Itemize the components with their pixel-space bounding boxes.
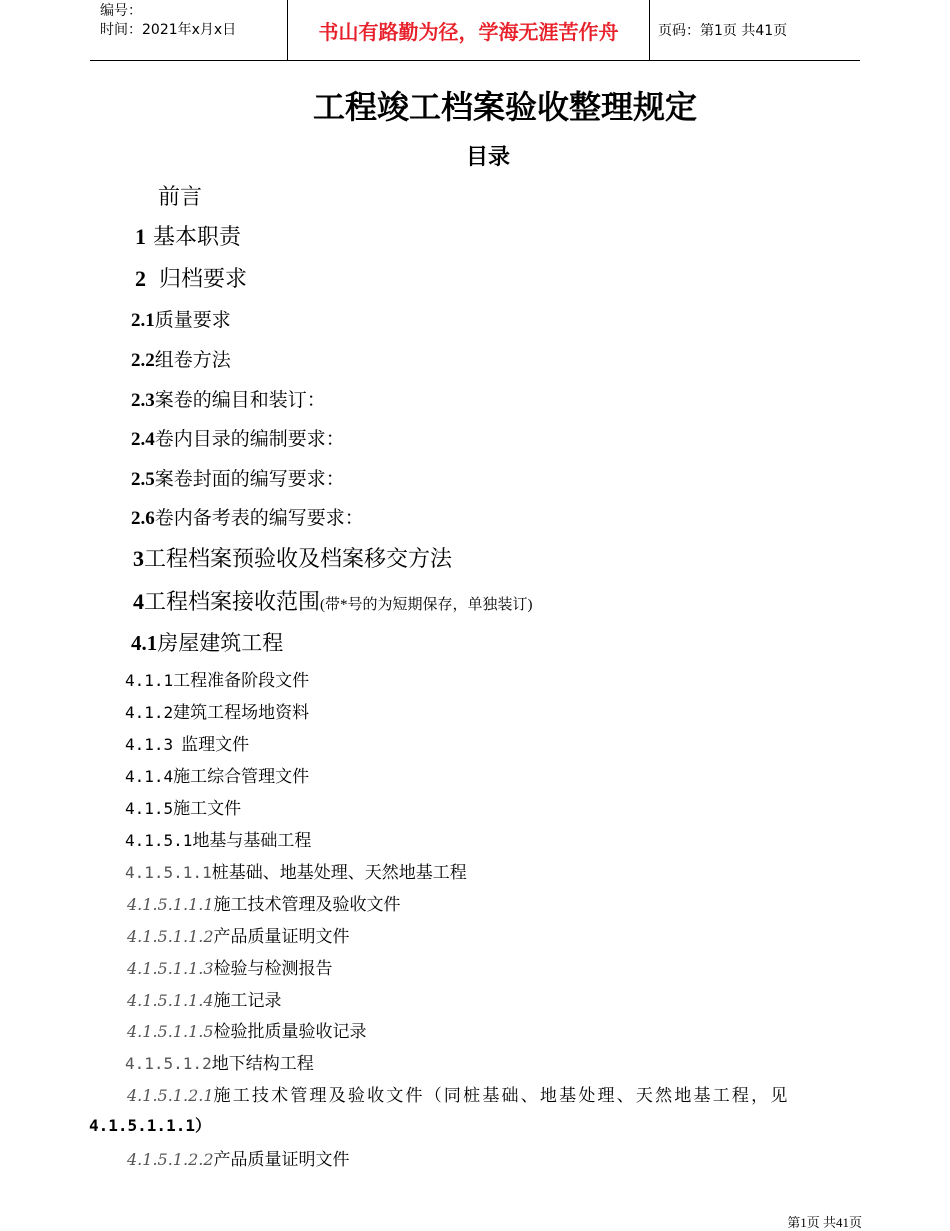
- toc-item-1[interactable]: [135, 220, 241, 251]
- page-header: [90, 0, 860, 61]
- toc-item-label: 施工综合管理文件: [173, 767, 310, 787]
- toc-item-label: 产品质量证明文件: [213, 927, 350, 947]
- toc-item-4-1-5-1-2-2[interactable]: [127, 1145, 350, 1170]
- toc-item-note: (带*号的为短期保存，单独装订): [320, 597, 533, 613]
- toc-item-number: 2.1: [131, 310, 155, 331]
- toc-item-number: 4.1.5.1.1.4: [127, 991, 214, 1010]
- toc-item-number: 2: [135, 266, 146, 291]
- toc-item-2-4[interactable]: [131, 424, 345, 451]
- toc-item-number: 4.1.5: [125, 799, 174, 818]
- toc-item-number: 4.1.2: [125, 703, 174, 722]
- toc-item-2-2[interactable]: [131, 345, 231, 372]
- toc-item-2[interactable]: [135, 262, 247, 293]
- toc-item-number: 4.1.5.1.1.2: [127, 927, 214, 946]
- toc-item-label: 质量要求: [154, 309, 231, 331]
- toc-item-label: 工程档案接收范围: [144, 590, 321, 615]
- toc-item-label: 案卷封面的编写要求：: [154, 468, 345, 490]
- toc-item-4-1-5-1-1-1[interactable]: [127, 890, 401, 915]
- toc-item-2-3[interactable]: [131, 385, 326, 412]
- toc-item-4-1-2[interactable]: [125, 698, 309, 723]
- toc-item-label: 工程档案预验收及档案移交方法: [144, 547, 453, 572]
- toc-item-label: 检验批质量验收记录: [213, 1022, 367, 1042]
- header-page-info: 页码：第1页 共41页: [658, 23, 788, 39]
- toc-item-number: 2.4: [131, 429, 155, 450]
- toc-item-number: 4.1.5.1.1.1: [127, 895, 214, 914]
- toc-item-label: 归档要求: [159, 267, 248, 292]
- toc-item-continuation-text: 4.1.5.1.1.1）: [89, 1116, 211, 1135]
- toc-item-number: 4.1.1: [125, 671, 174, 690]
- toc-item-4-1-1[interactable]: [125, 666, 309, 691]
- toc-item-4-1[interactable]: [131, 627, 283, 657]
- toc-item-label: 建筑工程场地资料: [173, 703, 310, 723]
- toc-item-label: 施工记录: [213, 991, 282, 1011]
- toc-item-number: 2.2: [131, 350, 155, 371]
- toc-item-4-1-5-1-1[interactable]: [125, 858, 467, 883]
- document-title: 工程竣工档案验收整理规定: [312, 88, 697, 126]
- toc-item-number: 4.1.5.1.1.5: [127, 1022, 214, 1041]
- toc-item-label: 桩基础、地基处理、天然地基工程: [211, 863, 467, 883]
- toc-item-number: 4.1.3: [125, 735, 174, 754]
- toc-item-continuation: [89, 1113, 211, 1136]
- toc-item-2-5[interactable]: [131, 464, 345, 491]
- toc-item-label: 基本职责: [153, 225, 242, 250]
- toc-preface-label: 前言: [158, 185, 203, 210]
- toc-item-4-1-5-1-1-2[interactable]: [127, 922, 350, 947]
- toc-item-label: 产品质量证明文件: [213, 1150, 350, 1170]
- toc-item-4-1-5-1[interactable]: [125, 826, 311, 851]
- header-meta: [90, 0, 287, 60]
- toc-item-label: 工程准备阶段文件: [173, 671, 310, 691]
- toc-item-4-1-5-1-1-5[interactable]: [127, 1017, 367, 1042]
- toc-item-4-1-5-1-2[interactable]: [125, 1049, 314, 1074]
- toc-item-label: 组卷方法: [154, 349, 231, 371]
- toc-item-number: 4.1.5.1.1: [125, 863, 212, 882]
- toc-item-2-1[interactable]: [131, 305, 231, 332]
- toc-item-4[interactable]: [133, 585, 533, 616]
- toc-item-number: 2.5: [131, 469, 155, 490]
- toc-item-number: 4.1.5.1.2: [125, 1054, 212, 1073]
- toc-item-number: 3: [133, 546, 144, 571]
- header-motto: 书山有路勤为径，学海无涯苦作舟: [287, 0, 650, 60]
- toc-item-number: 2.6: [131, 508, 155, 529]
- page-footer: 第1页 共41页: [787, 1215, 862, 1230]
- toc-item-label: 卷内目录的编制要求：: [154, 428, 345, 450]
- toc-item-label: 卷内备考表的编写要求：: [154, 507, 364, 529]
- toc-item-number: 4.1.5.1.2.2: [127, 1150, 214, 1169]
- toc-item-4-1-5[interactable]: [125, 794, 241, 819]
- date-label: 时间：2021年x月x日: [100, 22, 237, 38]
- toc-item-number: 1: [135, 224, 146, 249]
- toc-item-label: 地基与基础工程: [192, 831, 312, 851]
- toc-item-4-1-4[interactable]: [125, 762, 309, 787]
- toc-item-4-1-5-1-1-3[interactable]: [127, 954, 333, 979]
- toc-item-3[interactable]: [133, 542, 452, 573]
- toc-item-2-6[interactable]: [131, 503, 364, 530]
- toc-item-number: 4.1: [131, 631, 158, 655]
- toc-item-number: 4.1.5.1: [125, 831, 193, 850]
- toc-item-number: 4.1.4: [125, 767, 174, 786]
- toc-item-label: 房屋建筑工程: [157, 631, 284, 655]
- toc-item-4-1-5-1-1-4[interactable]: [127, 986, 282, 1011]
- toc-item-4-1-3[interactable]: [125, 730, 249, 755]
- toc-item-4-1-5-1-2-1[interactable]: [127, 1081, 790, 1106]
- toc-preface[interactable]: [158, 180, 202, 211]
- toc-item-label: 地下结构工程: [211, 1054, 314, 1074]
- toc-item-label: 施工技术管理及验收文件: [213, 895, 401, 915]
- toc-item-number: 4.1.5.1.1.3: [127, 959, 214, 978]
- toc-item-label: 案卷的编目和装订：: [154, 389, 326, 411]
- toc-item-number: 2.3: [131, 390, 155, 411]
- toc-heading: 目录: [465, 145, 510, 170]
- toc-item-label: 施工技术管理及验收文件（同桩基础、地基处理、天然地基工程，见: [213, 1086, 790, 1106]
- toc-item-number: 4.1.5.1.2.1: [127, 1086, 214, 1105]
- toc-item-number: 4: [133, 589, 144, 614]
- toc-item-label: 施工文件: [173, 799, 242, 819]
- serial-label: 编号：: [100, 3, 142, 19]
- toc-item-label: 检验与检测报告: [213, 959, 333, 979]
- toc-item-label: 监理文件: [181, 735, 250, 755]
